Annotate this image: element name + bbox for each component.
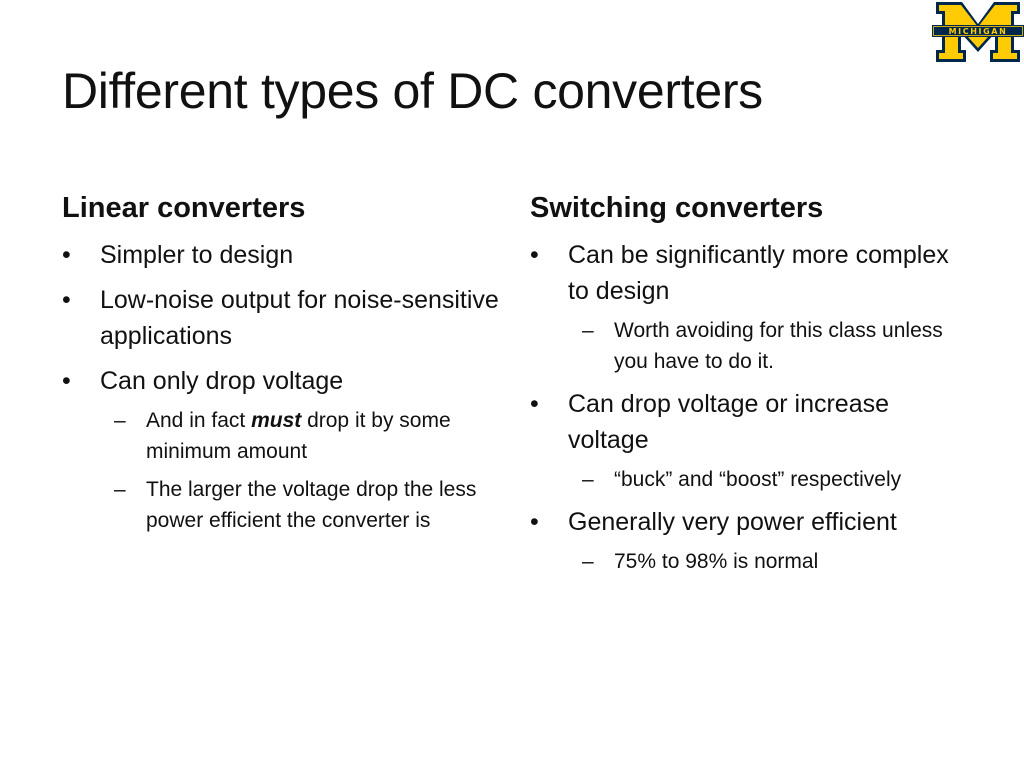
sub-list [568, 464, 970, 495]
switching-converters-column [530, 192, 970, 586]
switching-converters-heading: Switching converters [530, 192, 824, 224]
block-m-logo-icon [932, 0, 1024, 64]
emphasis-must: must [251, 409, 302, 432]
list-item-text: Can be significantly more complex to design [568, 241, 949, 305]
sub-list-item [100, 405, 502, 467]
slide-title: Different types of DC converters [62, 63, 763, 119]
sub-item-suffix: drop it by some minimum amount [146, 409, 451, 463]
list-item [530, 386, 970, 495]
linear-converters-heading: Linear converters [62, 192, 306, 224]
sub-list [100, 405, 502, 536]
list-item-text: Generally very power efficient [568, 508, 897, 536]
sub-item-prefix: And in fact [146, 409, 252, 432]
list-item: • Simpler to design [62, 237, 502, 273]
switching-converters-list [530, 237, 970, 577]
sub-list [568, 546, 970, 577]
list-item [62, 363, 502, 536]
list-item-text: Can only drop voltage [100, 367, 344, 395]
sub-list [568, 315, 970, 377]
sub-list-item: – Worth avoiding for this class unless you have to do it. [568, 315, 970, 377]
list-item [530, 237, 970, 377]
linear-converters-column [62, 192, 502, 545]
list-item: • Low-noise output for noise-sensitive applications [62, 282, 502, 354]
michigan-logo [932, 0, 1024, 64]
sub-list-item: – 75% to 98% is normal [568, 546, 970, 577]
svg-text:MICHIGAN: MICHIGAN [948, 27, 1008, 37]
list-item [530, 504, 970, 577]
sub-list-item: – “buck” and “boost” respectively [568, 464, 970, 495]
linear-converters-list [62, 237, 502, 536]
sub-list-item: – The larger the voltage drop the less power efficient the converter is [100, 474, 502, 536]
list-item-text: Can drop voltage or increase voltage [568, 390, 890, 454]
